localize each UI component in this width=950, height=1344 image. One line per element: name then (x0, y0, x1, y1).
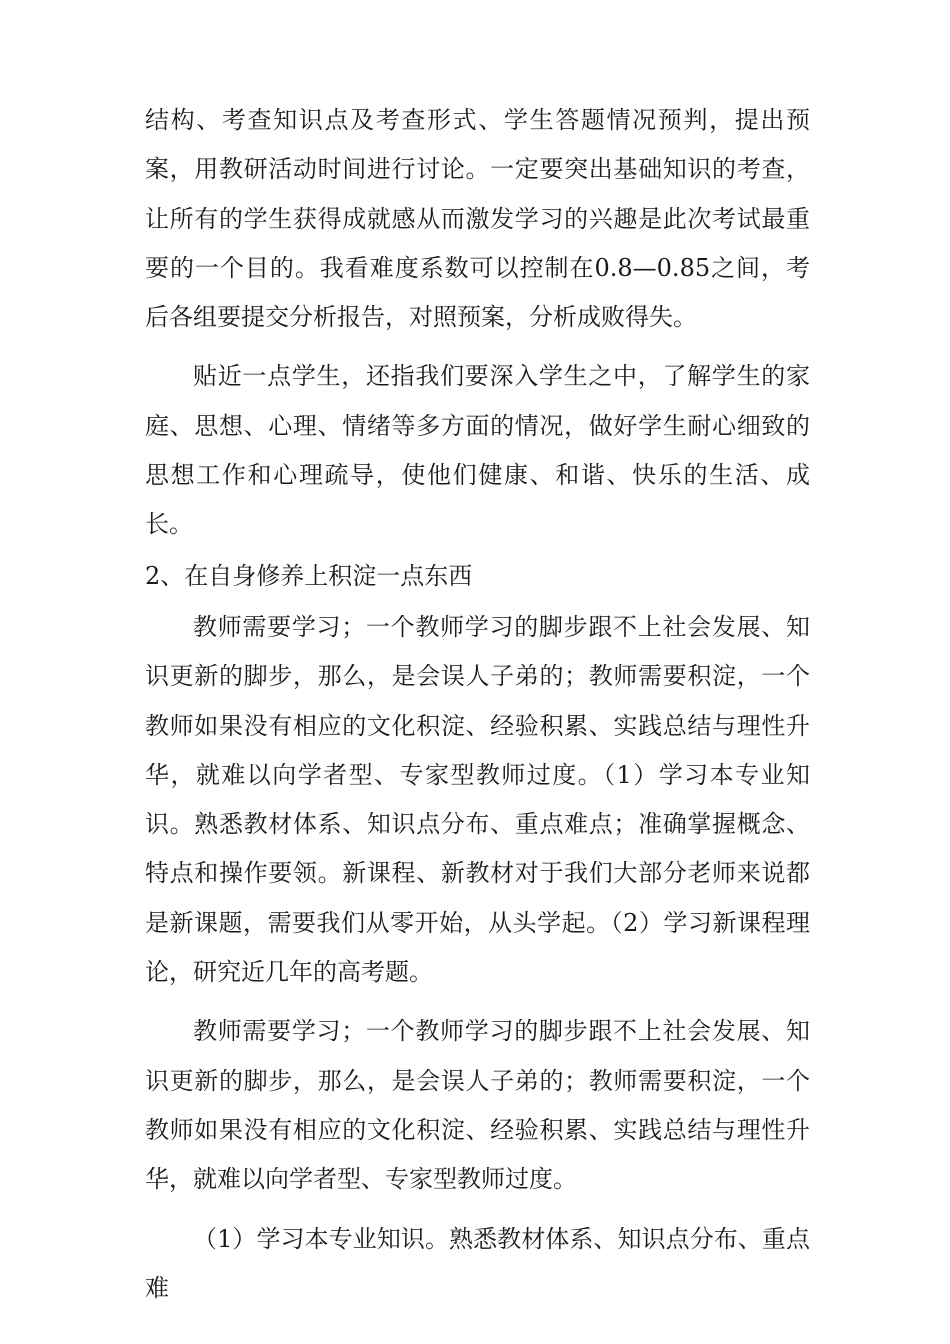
paragraph-teacher-learning-2: 教师需要学习；一个教师学习的脚步跟不上社会发展、知识更新的脚步，那么，是会误人子弟的；教师需要积淀，一个教师如果没有相应的文化积淀、经验积累、实践总结与理性升华，就难以向学者型、专家型教师过度。 (145, 1017, 810, 1194)
paragraph-close-to-students: 贴近一点学生，还指我们要深入学生之中，了解学生的家庭、思想、心理、情绪等多方面的情况，做好学生耐心细致的思想工作和心理疏导，使他们健康、和谐、快乐的生活、成长。 (145, 362, 810, 539)
section-heading-self-cultivation: 2、在自身修养上积淀一点东西 (145, 561, 473, 590)
paragraph-study-major: （1）学习本专业知识。熟悉教材体系、知识点分布、重点难 (145, 1224, 810, 1302)
paragraph-exam-plan: 结构、考查知识点及考查形式、学生答题情况预判，提出预案，用教研活动时间进行讨论。一定要突出基础知识的考查，让所有的学生获得成就感从而激发学习的兴趣是此次考试最重要的一个目的。我看难度系数可以控制在0.8—0.85之间，考后各组要提交分析报告，对照预案，分析成败得失。 (145, 106, 810, 332)
paragraph-teacher-learning-1: 教师需要学习；一个教师学习的脚步跟不上社会发展、知识更新的脚步，那么，是会误人子弟的；教师需要积淀，一个教师如果没有相应的文化积淀、经验积累、实践总结与理性升华，就难以向学者型、专家型教师过度。（1）学习本专业知识。熟悉教材体系、知识点分布、重点难点；准确掌握概念、特点和操作要领。新课程、新教材对于我们大部分老师来说都是新课题，需要我们从零开始，从头学起。（2）学习新课程理论，研究近几年的高考题。 (145, 612, 810, 987)
document-body (145, 96, 810, 1313)
